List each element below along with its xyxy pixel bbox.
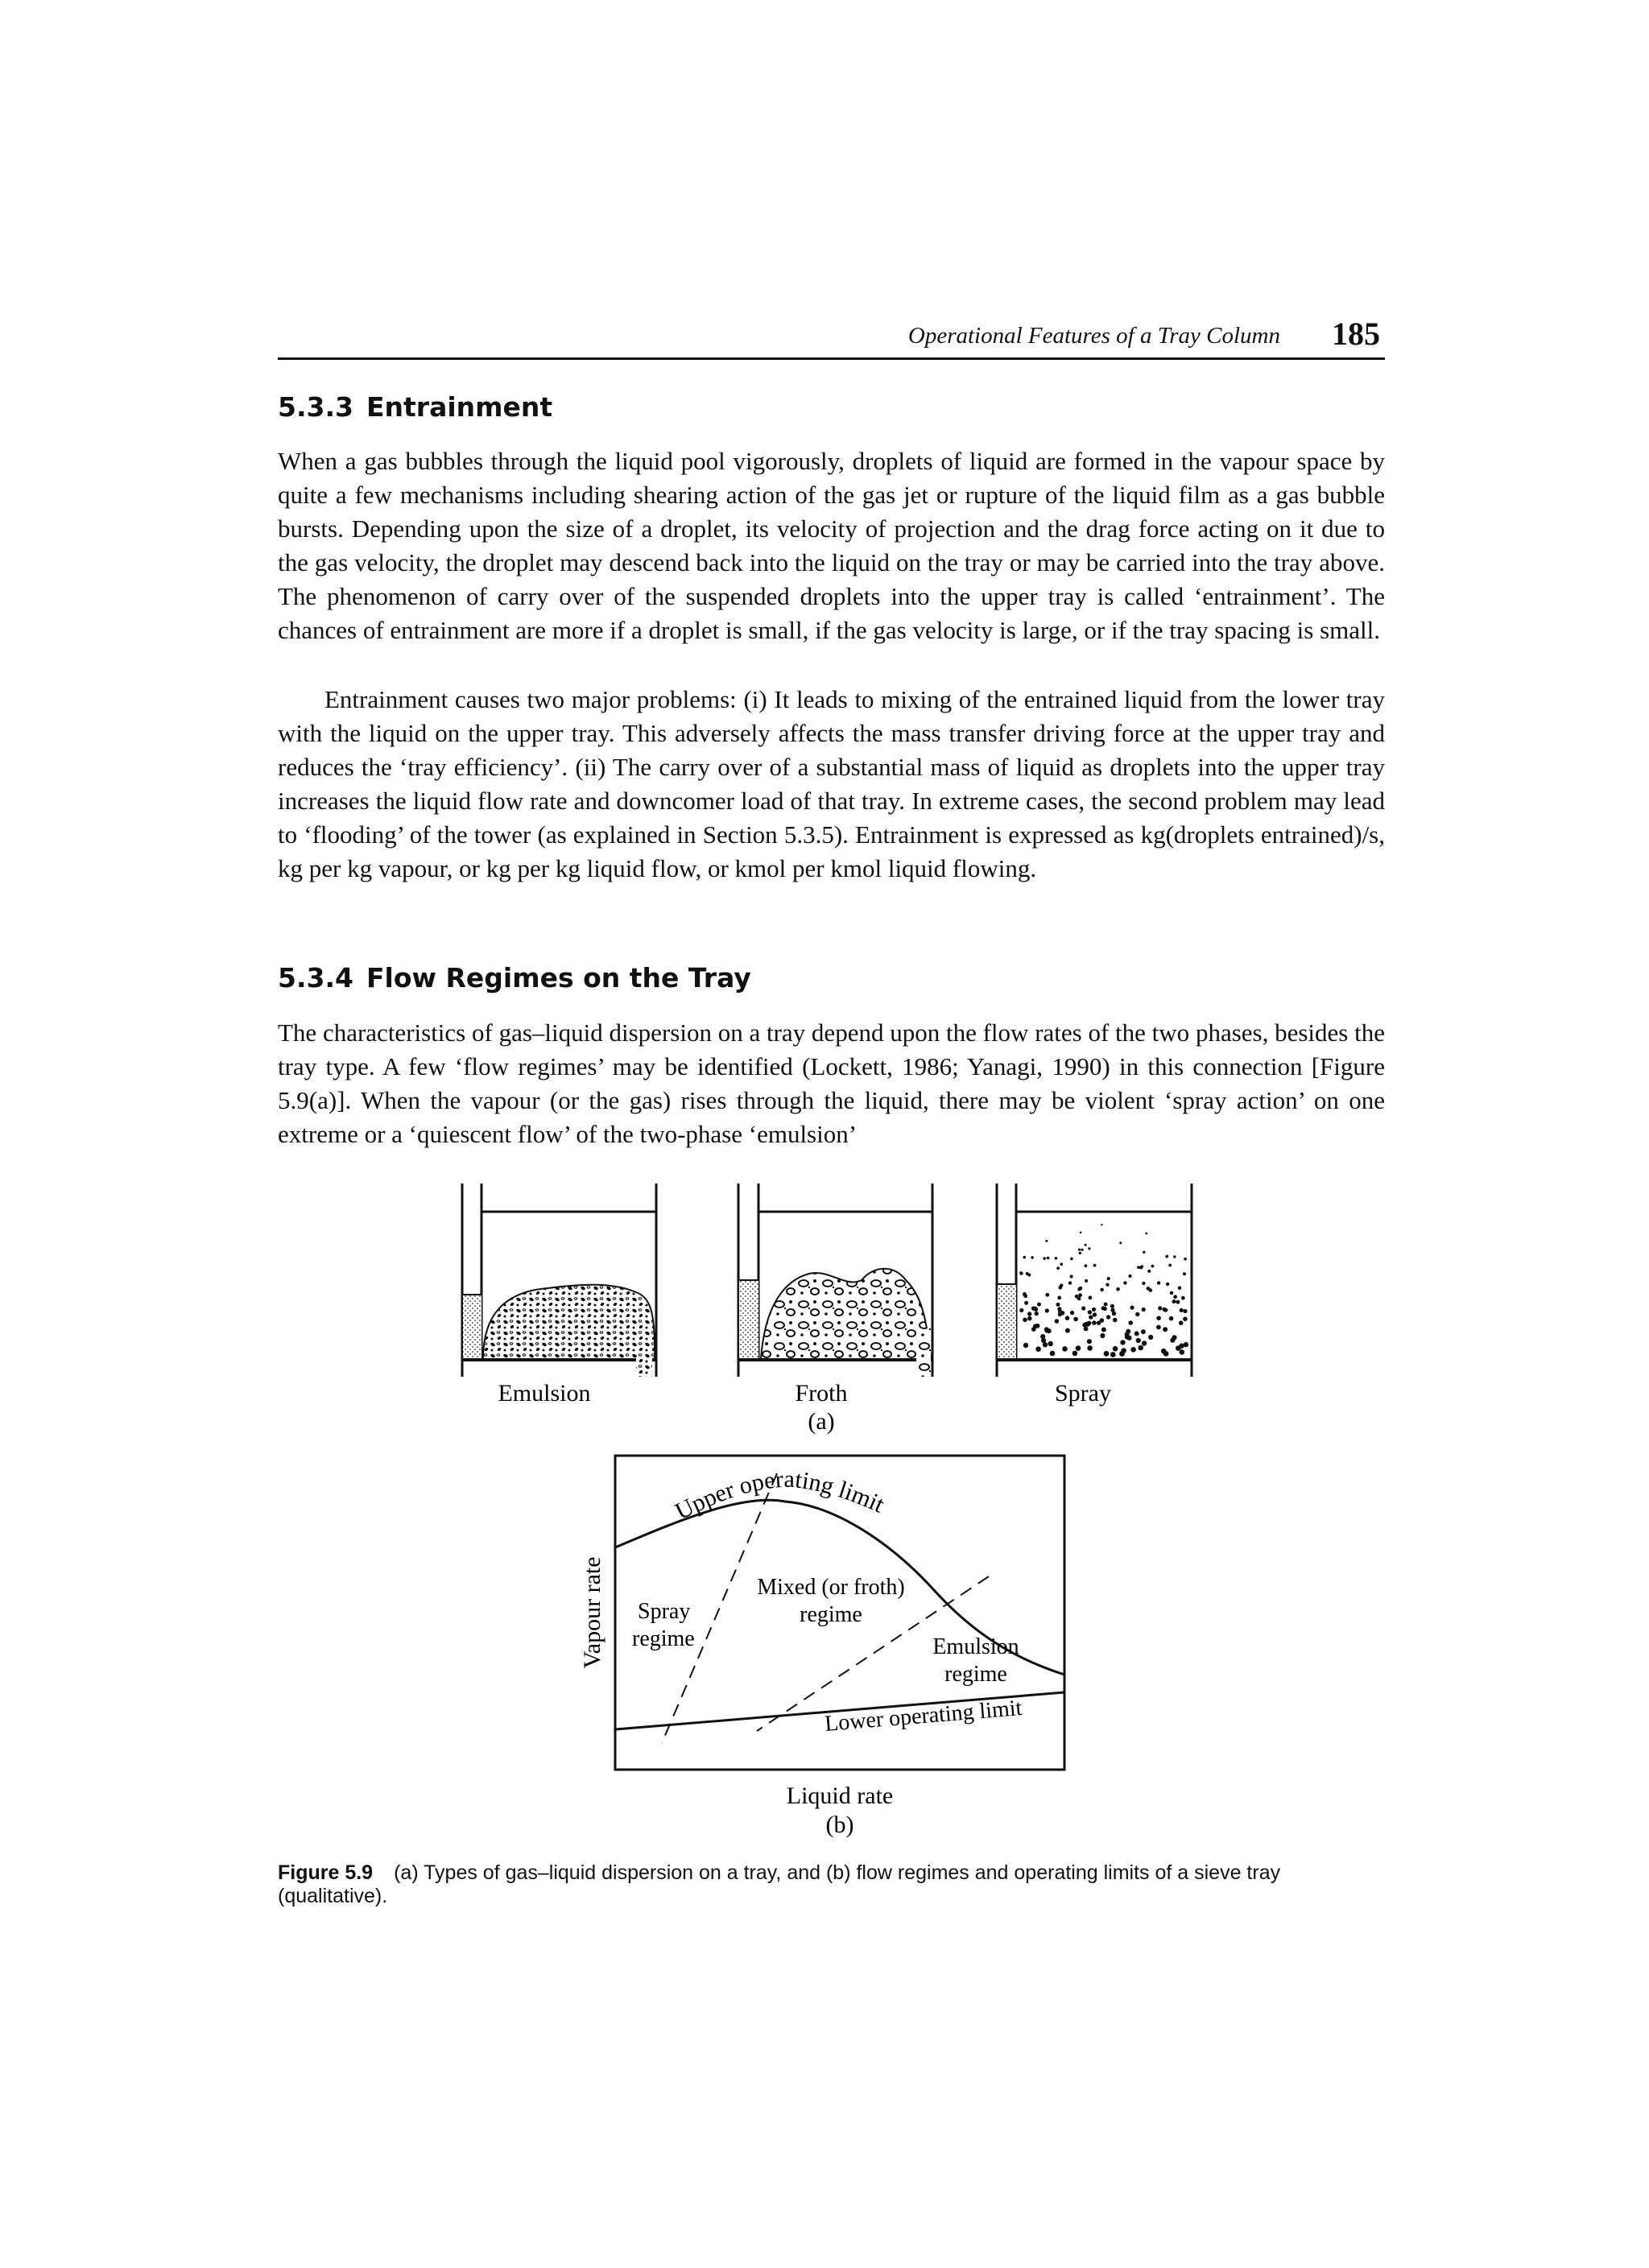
- spray-droplet: [1070, 1311, 1074, 1315]
- flow-regime-chart: [579, 1456, 1064, 1838]
- spray-droplet: [1092, 1320, 1097, 1325]
- spray-droplet: [1085, 1244, 1087, 1246]
- spray-droplet: [1100, 1333, 1105, 1338]
- spray-droplet: [1101, 1328, 1106, 1332]
- spray-droplet: [1120, 1340, 1125, 1345]
- spray-droplet: [1176, 1300, 1180, 1304]
- spray-droplet: [1142, 1308, 1146, 1312]
- spray-droplet: [1145, 1233, 1147, 1235]
- spray-droplet: [1163, 1351, 1169, 1357]
- spray-droplet: [1050, 1351, 1056, 1357]
- spray-droplet: [1106, 1283, 1109, 1287]
- section-number: 5.3.3: [278, 391, 353, 423]
- mixed-regime-label-1: Mixed (or froth): [757, 1575, 905, 1600]
- spray-droplet: [1035, 1312, 1039, 1316]
- spray-droplet: [1130, 1347, 1136, 1353]
- spray-droplet: [1101, 1306, 1106, 1310]
- spray-droplet: [1087, 1345, 1093, 1351]
- spray-droplet: [1158, 1306, 1162, 1310]
- running-head-title: Operational Features of a Tray Column: [907, 323, 1280, 349]
- spray-droplet: [1104, 1351, 1110, 1357]
- y-axis-label: Vapour rate: [579, 1556, 605, 1669]
- spray-diagram: [997, 1184, 1192, 1377]
- figure-caption-text: (a) Types of gas–liquid dispersion on a tray, and (b) flow regimes and operating limits of a sieve tray (qualitative).: [278, 1861, 1281, 1907]
- spray-label: Spray: [1055, 1380, 1111, 1407]
- paragraph-entrainment-2: Entrainment causes two major problems: (i) It leads to mixing of the entrained liquid from the lower tray with the liquid on the upper tray. This adversely affects the mass transfer driving force at the upper tray and reduces the ‘tray efficiency’. (ii) The carry over of a substantial mass of liquid as droplets into the upper tray increases the liquid flow rate and downcomer load of that tray. In extreme cases, the second problem may lead to ‘flooding’ of the tower (as explained in Section 5.3.5). Entrainment is expressed as kg(droplets entrained)/s, kg per kg vapour, or kg per kg liquid flow, or kmol per kmol liquid flowing.: [278, 685, 1385, 882]
- spray-droplet: [1178, 1287, 1182, 1291]
- spray-droplet: [1057, 1296, 1061, 1300]
- spray-droplet: [1087, 1339, 1092, 1344]
- spray-droplet: [1136, 1338, 1141, 1343]
- spray-droplet: [1076, 1345, 1081, 1351]
- spray-droplet: [1183, 1309, 1187, 1313]
- figure-caption: [278, 1861, 1389, 1908]
- spray-droplet: [1070, 1274, 1073, 1278]
- emulsion-regime-label-1: Emulsion: [932, 1634, 1019, 1659]
- spray-droplet: [1119, 1351, 1125, 1357]
- page-number: 185: [1332, 316, 1380, 352]
- spray-droplet: [1100, 1288, 1104, 1292]
- spray-droplet: [1113, 1346, 1118, 1352]
- spray-droplet: [1113, 1318, 1118, 1323]
- spray-droplet: [1026, 1272, 1029, 1275]
- spray-droplet: [1183, 1316, 1188, 1321]
- figure-a-sublabel: (a): [808, 1408, 835, 1435]
- spray-droplet: [1024, 1301, 1028, 1305]
- spray-droplet: [1089, 1315, 1093, 1319]
- spray-droplet: [1060, 1311, 1064, 1315]
- spray-droplet: [1031, 1256, 1034, 1259]
- spray-droplet: [1079, 1252, 1081, 1254]
- spray-droplet: [1179, 1320, 1184, 1325]
- spray-droplet: [1162, 1308, 1166, 1312]
- spray-droplet: [1093, 1264, 1097, 1267]
- froth-diagram: [738, 1184, 932, 1377]
- spray-regime-label-2: regime: [632, 1626, 695, 1651]
- spray-droplet: [1048, 1341, 1053, 1346]
- spray-droplet: [1137, 1266, 1140, 1269]
- spray-droplet: [1110, 1304, 1114, 1308]
- spray-droplet: [1055, 1319, 1060, 1324]
- spray-droplet: [1081, 1306, 1085, 1310]
- spray-droplet: [1172, 1299, 1176, 1303]
- spray-droplet: [1184, 1342, 1188, 1347]
- spray-droplet: [1020, 1272, 1023, 1275]
- spray-droplet: [1110, 1308, 1114, 1312]
- spray-droplet: [1085, 1279, 1088, 1283]
- spray-droplet: [1170, 1291, 1174, 1295]
- spray-droplet: [1082, 1323, 1087, 1328]
- spray-droplet: [1035, 1346, 1041, 1352]
- spray-droplet: [1142, 1341, 1147, 1345]
- spray-droplet: [1166, 1283, 1169, 1286]
- emulsion-label: Emulsion: [498, 1380, 591, 1407]
- spray-droplet: [1143, 1251, 1145, 1254]
- section-title: Flow Regimes on the Tray: [366, 962, 751, 994]
- spray-droplet: [1097, 1320, 1101, 1325]
- spray-droplet: [1078, 1249, 1081, 1251]
- spray-droplet: [1134, 1331, 1139, 1336]
- spray-droplet: [1101, 1224, 1102, 1225]
- spray-droplet: [1172, 1335, 1176, 1340]
- spray-droplet: [1043, 1257, 1046, 1260]
- spray-droplet: [1180, 1308, 1184, 1312]
- spray-droplet: [1173, 1295, 1177, 1299]
- spray-droplet: [1181, 1296, 1185, 1300]
- mixed-regime-label-2: regime: [800, 1602, 862, 1627]
- spray-droplet: [1062, 1346, 1068, 1352]
- spray-droplet: [1023, 1318, 1027, 1323]
- spray-droplet: [1183, 1272, 1186, 1275]
- spray-droplet: [1065, 1328, 1070, 1333]
- spray-droplet: [1023, 1343, 1028, 1348]
- spray-droplet: [1041, 1338, 1046, 1343]
- emulsion-diagram: [462, 1184, 656, 1377]
- emulsion-regime-label-2: regime: [944, 1662, 1007, 1687]
- spray-droplet: [1073, 1317, 1078, 1322]
- lower-operating-limit-label: Lower operating limit: [824, 1695, 1023, 1737]
- spray-droplet: [1070, 1258, 1073, 1261]
- spray-droplet: [1056, 1266, 1060, 1270]
- spray-droplet: [1077, 1287, 1081, 1291]
- spray-droplet: [1045, 1308, 1049, 1312]
- spray-droplet: [1130, 1306, 1134, 1310]
- spray-droplet: [1078, 1293, 1082, 1297]
- section-title: Entrainment: [366, 391, 553, 423]
- spray-droplet: [1037, 1303, 1041, 1307]
- spray-droplet: [1104, 1303, 1108, 1307]
- spray-droplet: [1027, 1312, 1031, 1316]
- spray-droplet: [1176, 1345, 1181, 1351]
- spray-droplet: [1173, 1255, 1176, 1258]
- spray-droplet: [1045, 1240, 1048, 1242]
- spray-droplet: [1088, 1310, 1092, 1314]
- spray-droplet: [1027, 1316, 1032, 1321]
- spray-droplet: [1092, 1308, 1096, 1312]
- spray-droplet: [1128, 1320, 1133, 1325]
- spray-droplet: [1123, 1281, 1126, 1284]
- spray-droplet: [1157, 1281, 1160, 1284]
- spray-droplet: [1080, 1232, 1082, 1234]
- spray-droplet: [1184, 1258, 1187, 1261]
- spray-regime-label-1: Spray: [638, 1599, 691, 1624]
- spray-droplet: [1060, 1283, 1063, 1287]
- spray-droplet: [1019, 1308, 1023, 1312]
- spray-droplet: [1047, 1257, 1050, 1260]
- spray-droplet: [1045, 1293, 1049, 1297]
- upper-operating-limit-label: Upper operating limit: [671, 1465, 889, 1526]
- spray-droplet: [1088, 1247, 1090, 1250]
- spray-droplet: [1166, 1255, 1168, 1258]
- spray-droplet: [1035, 1324, 1040, 1328]
- spray-droplet: [1135, 1312, 1139, 1316]
- spray-droplet: [1023, 1294, 1027, 1298]
- figure-b-sublabel: (b): [825, 1812, 854, 1838]
- spray-droplet: [1056, 1303, 1060, 1307]
- spray-droplet: [1068, 1281, 1072, 1284]
- spray-droplet: [1147, 1270, 1151, 1273]
- paragraph-flow-regimes-1: The characteristics of gas–liquid dispersion on a tray depend upon the flow rates of the two phases, besides the tray type. A few ‘flow regimes’ may be identified (Lockett, 1986; Yanagi, 1990) in this connection [Figure 5.9(a)]. When the vapour (or the gas) rises through the liquid, there may be violent ‘spray action’ on one extreme or a ‘quiescent flow’ of the two-phase ‘emulsion’: [278, 1018, 1385, 1148]
- spray-droplet: [1075, 1295, 1079, 1299]
- spray-droplet: [1156, 1316, 1161, 1320]
- spray-droplet: [1060, 1262, 1063, 1266]
- spray-droplet: [1116, 1287, 1120, 1291]
- spray-droplet: [1168, 1264, 1172, 1267]
- spray-droplet: [1033, 1307, 1037, 1311]
- spray-droplet: [1107, 1277, 1110, 1280]
- spray-droplet: [1180, 1349, 1185, 1355]
- spray-droplet: [1023, 1256, 1027, 1259]
- section-number: 5.3.4: [278, 962, 353, 994]
- spray-droplet: [1106, 1315, 1110, 1319]
- spray-droplet: [1147, 1287, 1151, 1291]
- spray-droplet: [1125, 1332, 1130, 1336]
- spray-droplet: [1119, 1241, 1122, 1244]
- spray-droplet: [1169, 1316, 1174, 1321]
- spray-droplet: [1163, 1327, 1168, 1332]
- spray-droplet: [1047, 1328, 1052, 1333]
- spray-droplet: [1072, 1351, 1078, 1357]
- spray-droplet: [1138, 1345, 1143, 1351]
- x-axis-label: Liquid rate: [786, 1783, 894, 1809]
- spray-droplet: [1142, 1282, 1145, 1285]
- spray-droplet: [1093, 1312, 1097, 1316]
- spray-droplet: [1151, 1265, 1155, 1268]
- figure-caption-label: Figure 5.9: [278, 1861, 374, 1884]
- spray-droplet: [1156, 1325, 1161, 1330]
- spray-droplet: [1110, 1352, 1116, 1357]
- spray-droplet: [1085, 1264, 1088, 1267]
- spray-droplet: [1128, 1274, 1131, 1278]
- froth-label: Froth: [795, 1380, 848, 1407]
- spray-droplet: [1089, 1295, 1093, 1299]
- spray-droplet: [1148, 1335, 1153, 1340]
- spray-droplet: [1065, 1316, 1070, 1320]
- spray-droplet: [1141, 1329, 1146, 1334]
- spray-droplet: [1081, 1249, 1083, 1251]
- paragraph-entrainment-1: When a gas bubbles through the liquid pool vigorously, droplets of liquid are formed in the vapour space by quite a few mechanisms including shearing action of the gas jet or rupture of the liquid film as a gas bubble bursts. Depending upon the size of a droplet, its velocity of projection and the drag force acting on it due to the gas velocity, the droplet may descend back into the liquid on the tray or may be carried into the tray above. The phenomenon of carry over of the suspended droplets into the upper tray is called ‘entrainment’. The chances of entrainment are more if a droplet is small, if the gas velocity is large, or if the tray spacing is small.: [278, 447, 1385, 644]
- spray-droplet: [1055, 1257, 1058, 1260]
